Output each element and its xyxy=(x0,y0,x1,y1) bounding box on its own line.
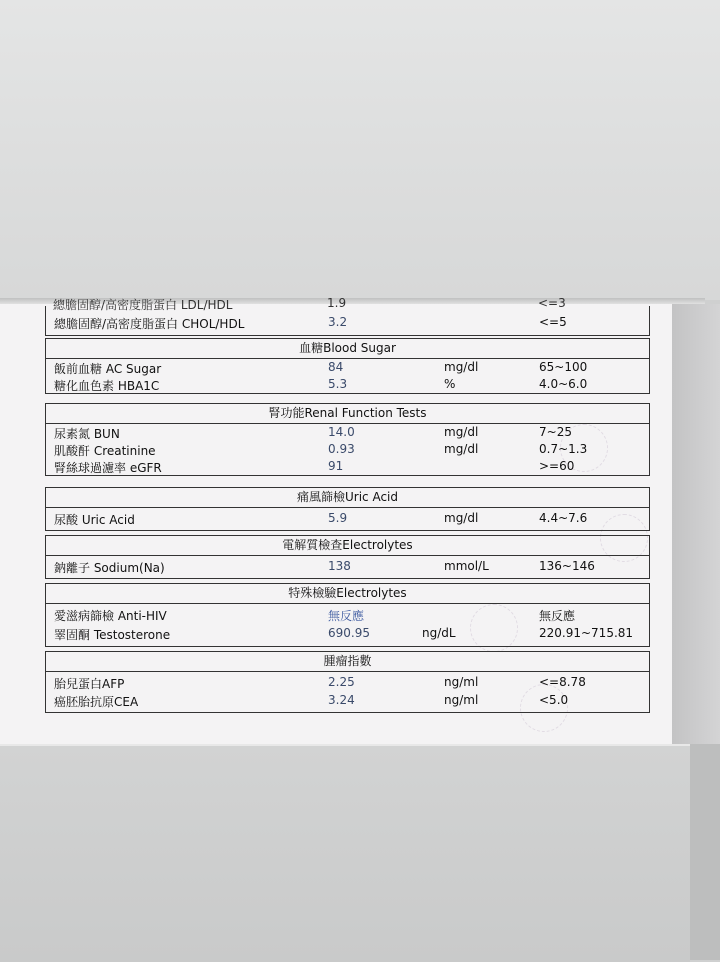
photo-shadow xyxy=(672,304,720,744)
cutoff-row-name: 總膽固醇/高密度脂蛋白 LDL/HDL xyxy=(53,298,233,312)
test-name: 腎絲球過濾率 eGFR xyxy=(54,461,162,475)
table-row xyxy=(46,376,649,393)
lipid-table-continued xyxy=(45,306,650,336)
test-name: 愛滋病篩檢 Anti-HIV xyxy=(54,609,167,623)
test-value: 0.93 xyxy=(328,442,355,456)
section-electrolytes xyxy=(45,535,650,579)
test-name: 鈉離子 Sodium(Na) xyxy=(54,561,165,575)
cutoff-row-reference: <=3 xyxy=(538,296,566,310)
test-name: 飯前血糖 AC Sugar xyxy=(54,362,162,376)
table-row xyxy=(46,556,649,578)
test-unit: ng/dL xyxy=(422,626,456,640)
test-value: 138 xyxy=(328,559,351,573)
test-reference: <=8.78 xyxy=(539,675,586,689)
test-name: 睪固酮 Testosterone xyxy=(54,628,171,642)
table-row xyxy=(46,441,649,458)
test-reference: 4.0~6.0 xyxy=(539,377,588,391)
table-row xyxy=(46,458,649,475)
test-name: 胎兒蛋白AFP xyxy=(54,677,125,691)
table-row xyxy=(46,359,649,376)
test-name: 糖化血色素 HBA1C xyxy=(54,379,160,393)
section-uric-acid xyxy=(45,487,650,531)
test-name: 肌酸酐 Creatinine xyxy=(54,444,156,458)
section-title: 電解質檢查Electrolytes xyxy=(46,536,649,556)
test-unit: mg/dl xyxy=(444,442,479,456)
test-name: 總膽固醇/高密度脂蛋白 CHOL/HDL xyxy=(54,317,245,331)
photo-background xyxy=(690,744,720,960)
section-title: 腎功能Renal Function Tests xyxy=(46,404,649,424)
test-reference: 4.4~7.6 xyxy=(539,511,588,525)
test-unit: mmol/L xyxy=(444,559,489,573)
test-value: 3.2 xyxy=(328,315,348,329)
test-name: 癌胚胎抗原CEA xyxy=(54,695,139,709)
test-name: 尿素氮 BUN xyxy=(54,427,120,441)
test-name: 尿酸 Uric Acid xyxy=(54,513,135,527)
section-title: 腫瘤指數 xyxy=(46,652,649,672)
cutoff-row-value: 1.9 xyxy=(327,296,347,310)
table-row xyxy=(46,314,649,331)
test-reference: 7~25 xyxy=(539,425,572,439)
section-title: 特殊檢驗Electrolytes xyxy=(46,584,649,604)
section-title: 痛風篩檢Uric Acid xyxy=(46,488,649,508)
test-value: 2.25 xyxy=(328,675,355,689)
section-special-tests xyxy=(45,583,650,647)
test-value: 5.3 xyxy=(328,377,348,391)
test-value: 5.9 xyxy=(328,511,348,525)
section-tumor-markers xyxy=(45,651,650,713)
test-value: 84 xyxy=(328,360,344,374)
paper-sheet-bottom xyxy=(0,744,690,962)
test-reference: <5.0 xyxy=(539,693,569,707)
test-value: 無反應 xyxy=(328,609,365,623)
test-unit: % xyxy=(444,377,456,391)
section-renal-function xyxy=(45,403,650,476)
test-unit: mg/dl xyxy=(444,360,479,374)
table-row xyxy=(46,624,649,646)
test-value: 91 xyxy=(328,459,344,473)
table-row xyxy=(46,424,649,441)
table-row xyxy=(46,692,649,712)
table-row xyxy=(46,672,649,692)
test-value: 14.0 xyxy=(328,425,355,439)
test-reference: 無反應 xyxy=(539,609,576,623)
section-blood-sugar xyxy=(45,338,650,394)
test-unit: ng/ml xyxy=(444,693,479,707)
test-reference: >=60 xyxy=(539,459,575,473)
test-reference: <=5 xyxy=(539,315,567,329)
test-unit: mg/dl xyxy=(444,425,479,439)
test-unit: ng/ml xyxy=(444,675,479,689)
test-reference: 65~100 xyxy=(539,360,588,374)
table-row xyxy=(46,508,649,530)
test-value: 3.24 xyxy=(328,693,355,707)
paper-sheet-top xyxy=(0,0,720,300)
test-reference: 136~146 xyxy=(539,559,595,573)
test-reference: 0.7~1.3 xyxy=(539,442,588,456)
test-value: 690.95 xyxy=(328,626,370,640)
test-reference: 220.91~715.81 xyxy=(539,626,634,640)
table-row xyxy=(46,604,649,624)
test-unit: mg/dl xyxy=(444,511,479,525)
section-title: 血糖Blood Sugar xyxy=(46,339,649,359)
